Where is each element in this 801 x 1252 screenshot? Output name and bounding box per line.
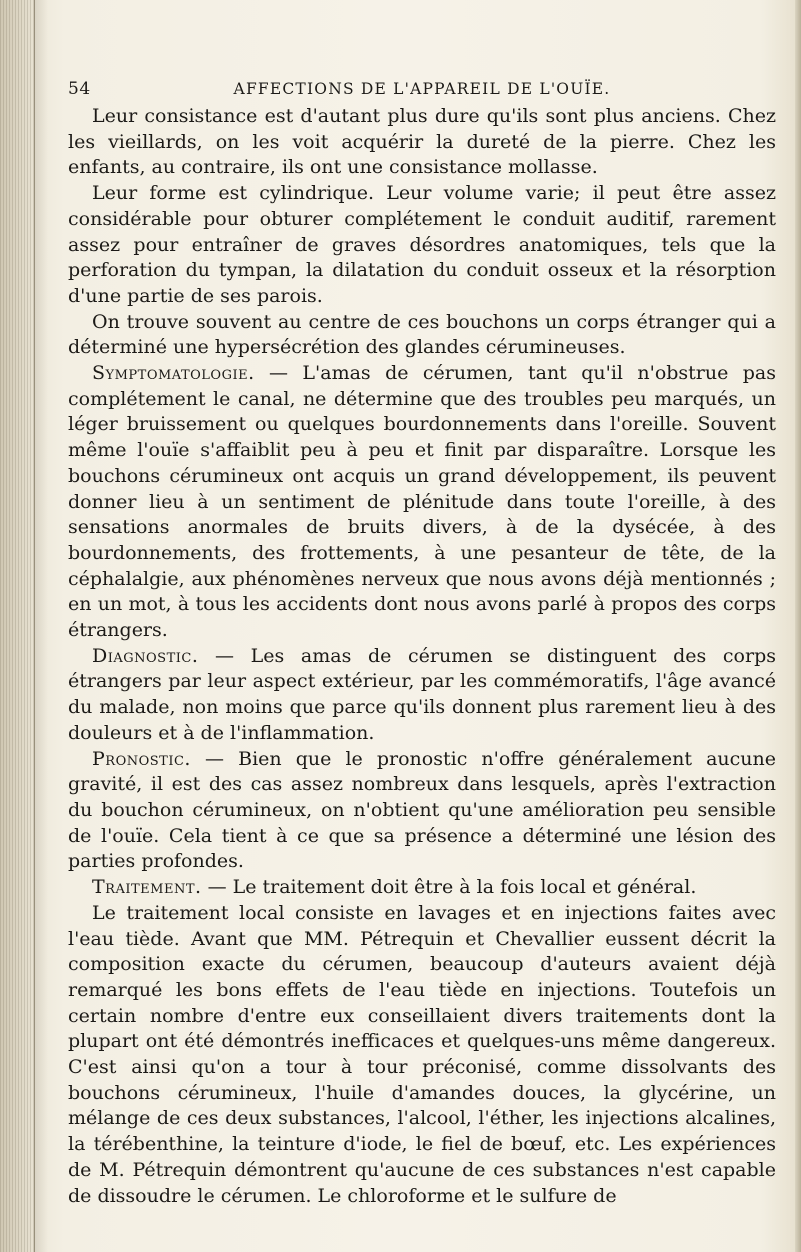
section-heading-pronostic: Pronostic. <box>92 747 191 770</box>
paragraph <box>68 181 776 310</box>
paragraph-text: Leur consistance est d'autant plus dure qu'ils sont plus anciens. Chez les vieillards, on les voit acquérir la dureté de la pierre. Chez les enfants, au contraire, ils ont une consistance mollasse. <box>68 105 776 179</box>
gutter-shadow <box>34 0 48 1252</box>
paragraph-text: — Les amas de cérumen se distinguent des corps étrangers par leur aspect extérieur, par les commémoratifs, l'âge avancé du malade, non moins que parce qu'ils donnent plus rarement lieu à des douleurs et à de l'inflammation. <box>68 644 776 744</box>
paragraph-text: — Bien que le pronostic n'offre généralement aucune gravité, il est des cas assez nombreux dans lesquels, après l'extraction du bouchon cérumineux, on n'obtient qu'une amélioration peu sensible de l'ouïe. Cela tient à ce que sa présence a déterminé une lésion des parties profondes. <box>68 747 776 873</box>
section-heading-symptomatologie: Symptomatologie. <box>92 362 255 385</box>
section-heading-traitement: Traitement. <box>92 876 202 899</box>
paragraph <box>68 104 776 181</box>
book-spine-edge <box>0 0 35 1252</box>
paragraph-text: On trouve souvent au centre de ces bouchons un corps étranger qui a déterminé une hypersécrétion des glandes cérumineuses. <box>68 310 776 359</box>
page-right-edge <box>795 0 801 1252</box>
paragraph <box>68 644 776 747</box>
paragraph-text: Leur forme est cylindrique. Leur volume varie; il peut être assez considérable pour obturer complétement le conduit auditif, rarement assez pour entraîner de graves désordres anatomiques, tels que la perforation du tympan, la dilatation du conduit osseux et la résorption d'une partie de ses parois. <box>68 182 776 307</box>
paragraph <box>68 901 776 1209</box>
paragraph <box>68 310 776 361</box>
running-title: AFFECTIONS DE L'APPAREIL DE L'OUÏE. <box>233 80 611 98</box>
paragraph-text: — L'amas de cérumen, tant qu'il n'obstrue pas complétement le canal, ne détermine que des troubles peu marqués, un léger bruissement ou quelques bourdonnements dans l'oreille. Souvent même l'ouïe s'affaiblit peu à peu et finit par disparaître. Lorsque les bouchons cérumineux ont acquis un grand développement, ils peuvent donner lieu à un sentiment de plénitude dans toute l'oreille, à des sensations anormales de bruits divers, à de la dysécée, à des bourdonnements, des frottements, à une pesanteur de tête, de la céphalalgie, aux phénomènes nerveux que nous avons déjà mentionnés ; en un mot, à tous les accidents dont nous avons parlé à propos des corps étrangers. <box>68 362 776 642</box>
paragraph <box>68 747 776 876</box>
running-head <box>68 79 776 103</box>
body-text <box>68 104 776 1209</box>
paragraph-text: — Le traitement doit être à la fois local et général. <box>201 876 697 899</box>
paragraph <box>68 361 776 644</box>
section-heading-diagnostic: Diagnostic. <box>92 644 199 667</box>
page-number: 54 <box>68 79 91 99</box>
paragraph-text: Le traitement local consiste en lavages et en injections faites avec l'eau tiède. Avant que MM. Pétrequin et Chevallier eussent décrit la composition exacte du cérumen, beaucoup d'auteurs avaient déjà remarqué les bons effets de l'eau tiède en injections. Toutefois un certain nombre d'entre eux conseillaient divers traitements dont la plupart ont été démontrés inefficaces et quelques-uns même dangereux. C'est ainsi qu'on a tour à tour préconisé, comme dissolvants des bouchons cérumineux, l'huile d'amandes douces, la glycérine, un mélange de ces deux substances, l'alcool, l'éther, les injections alcalines, la térébenthine, la teinture d'iode, le fiel de bœuf, etc. Les expériences de M. Pétrequin démontrent qu'aucune de ces substances n'est capable de dissoudre le cérumen. Le chloroforme et le sulfure de <box>68 901 776 1207</box>
paragraph <box>68 875 776 901</box>
